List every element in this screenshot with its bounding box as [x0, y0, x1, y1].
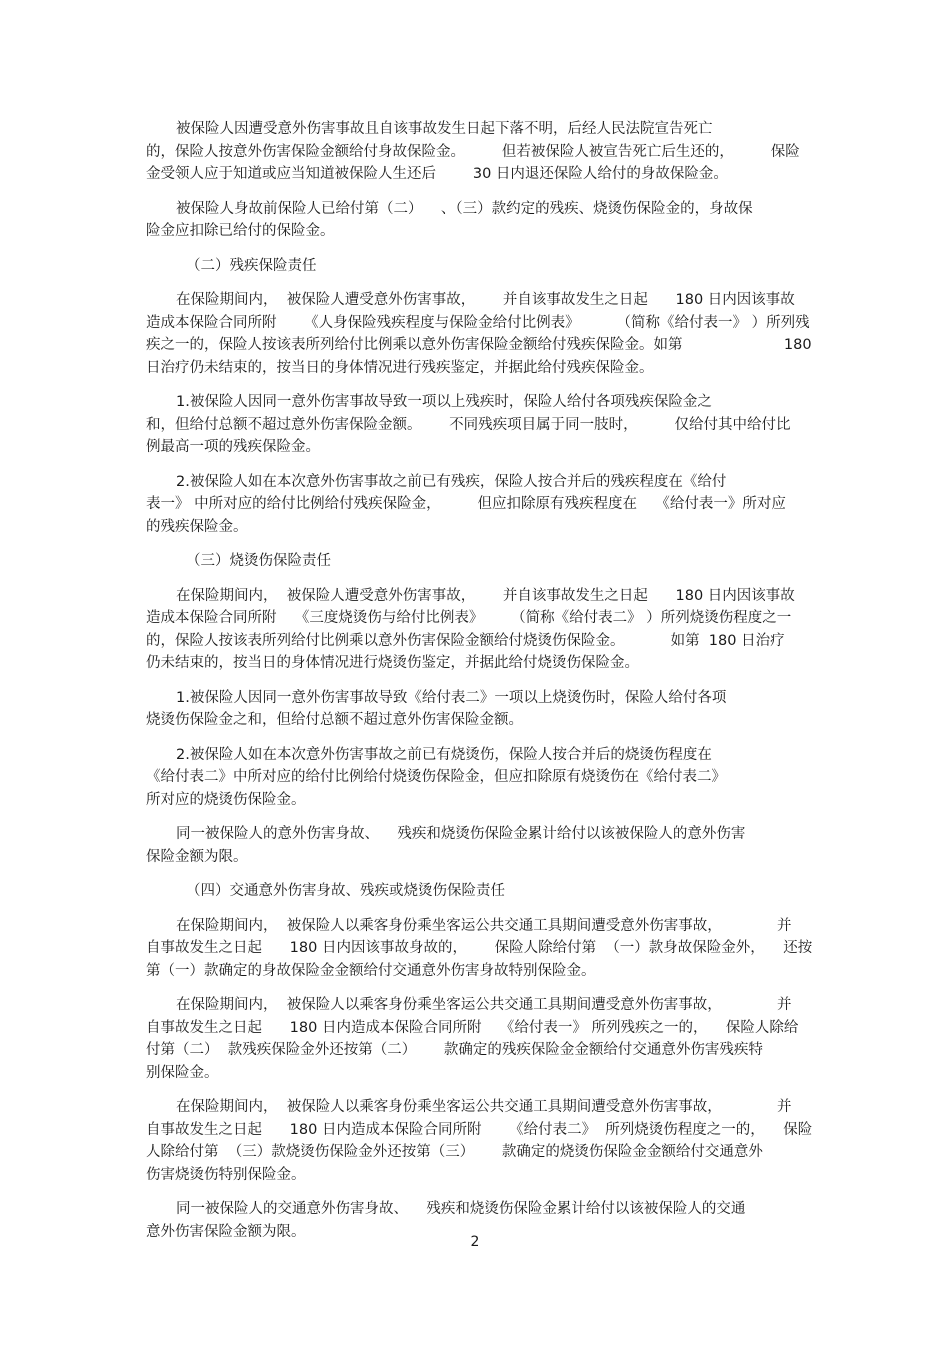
paragraph-line: 在保险期间内， 被保险人遭受意外伤害事故， 并自该事故发生之日起 180 日内因该事故	[176, 292, 795, 308]
paragraph-line: 1.被保险人因同一意外伤害事故导致一项以上残疾时，保险人给付各项残疾保险金之	[176, 394, 712, 410]
section-heading: （二）残疾保险责任	[186, 257, 317, 274]
paragraph-line: 表一》 中所对应的给付比例给付残疾保险金， 但应扣除原有残疾程度在 《给付表一》所对应	[146, 496, 786, 512]
document-body	[146, 118, 813, 1255]
paragraph-line: 险金应扣除已给付的保险金。	[146, 223, 335, 239]
paragraph-line: 在保险期间内， 被保险人以乘客身份乘坐客运公共交通工具期间遭受意外伤害事故， 并	[176, 997, 792, 1013]
paragraph-line: 的，保险人按意外伤害保险金额给付身故保险金。 但若被保险人被宣告死亡后生还的， 保险	[146, 143, 800, 160]
section-heading: （四）交通意外伤害身故、残疾或烧烫伤保险责任	[186, 883, 505, 899]
paragraph	[146, 744, 806, 812]
paragraph	[146, 1096, 813, 1186]
paragraph-line: 在保险期间内， 被保险人以乘客身份乘坐客运公共交通工具期间遭受意外伤害事故， 并	[176, 1099, 792, 1115]
paragraph	[146, 391, 806, 459]
paragraph	[146, 471, 806, 539]
paragraph-line: 人除给付第 （三）款烧烫伤保险金外还按第（三） 款确定的烧烫伤保险金金额给付交通意外	[146, 1144, 763, 1160]
paragraph-line: 在保险期间内， 被保险人遭受意外伤害事故， 并自该事故发生之日起 180 日内因该事故	[176, 587, 795, 604]
paragraph-line: 和，但给付总额不超过意外伤害保险金额。 不同残疾项目属于同一肢时， 仅给付其中给付比	[146, 416, 791, 433]
paragraph-line: 第（一）款确定的身故保险金金额给付交通意外伤害身故特别保险金。	[146, 962, 596, 979]
paragraph	[146, 585, 806, 675]
paragraph	[146, 198, 806, 243]
section-heading: （三）烧烫伤保险责任	[186, 553, 331, 569]
paragraph-line: 2.被保险人如在本次意外伤害事故之前已有残疾，保险人按合并后的残疾程度在《给付	[176, 473, 727, 490]
page-number: 2	[470, 1234, 480, 1250]
paragraph	[146, 915, 813, 983]
paragraph-line: 同一被保险人的交通意外伤害身故、 残疾和烧烫伤保险金累计给付以该被保险人的交通	[176, 1201, 746, 1217]
paragraph-line: 所对应的烧烫伤保险金。	[146, 791, 306, 808]
paragraph-line: 造成本保险合同所附 《人身保险残疾程度与保险金给付比例表》 （简称《给付表一》 ）所列残	[146, 314, 810, 331]
paragraph-line: 在保险期间内， 被保险人以乘客身份乘坐客运公共交通工具期间遭受意外伤害事故， 并	[176, 917, 792, 934]
paragraph-line: 造成本保险合同所附 《三度烧烫伤与给付比例表》 （简称《给付表二》 ）所列烧烫伤程度之一	[146, 610, 792, 626]
paragraph-line: 1.被保险人因同一意外伤害事故导致《给付表二》一项以上烧烫伤时，保险人给付各项	[176, 689, 727, 706]
paragraph-line: 仍未结束的，按当日的身体情况进行烧烫伤鉴定，并据此给付烧烫伤保险金。	[146, 655, 639, 671]
paragraph	[146, 289, 812, 379]
paragraph-line: 烧烫伤保险金之和，但给付总额不超过意外伤害保险金额。	[146, 712, 523, 728]
paragraph	[146, 687, 806, 732]
paragraph	[146, 994, 806, 1084]
paragraph-line: 被保险人因遭受意外伤害事故且自该事故发生日起下落不明，后经人民法院宣告死亡	[176, 121, 713, 137]
paragraph-line: 自事故发生之日起 180 日内造成本保险合同所附 《给付表一》 所列残疾之一的， 保险人除给	[146, 1019, 799, 1036]
paragraph-line: 的残疾保险金。	[146, 518, 248, 535]
paragraph-line: 被保险人身故前保险人已给付第（二） 、（三）款约定的残疾、烧烫伤保险金的，身故保	[176, 200, 753, 217]
paragraph	[146, 823, 806, 868]
paragraph-line: 意外伤害保险金额为限。	[146, 1223, 306, 1240]
paragraph-line: 金受领人应于知道或应当知道被保险人生还后 30 日内退还保险人给付的身故保险金。	[146, 166, 728, 182]
paragraph-line: 付第（二） 款残疾保险金外还按第（二） 款确定的残疾保险金金额给付交通意外伤害残疾特	[146, 1042, 763, 1058]
paragraph-line: 疾之一的，保险人按该表所列给付比例乘以意外伤害保险金额给付残疾保险金。如第 180	[146, 337, 812, 353]
paragraph-line: 2.被保险人如在本次意外伤害事故之前已有烧烫伤，保险人按合并后的烧烫伤程度在	[176, 746, 712, 763]
paragraph-line: 日治疗仍未结束的，按当日的身体情况进行残疾鉴定，并据此给付残疾保险金。	[146, 359, 654, 376]
paragraph-line: 的，保险人按该表所列给付比例乘以意外伤害保险金额给付烧烫伤保险金。 如第 180 日治疗	[146, 632, 785, 649]
paragraph-line: 《给付表二》中所对应的给付比例给付烧烫伤保险金，但应扣除原有烧烫伤在《给付表二》	[146, 769, 726, 785]
paragraph-line: 例最高一项的残疾保险金。	[146, 439, 320, 455]
paragraph-line: 别保险金。	[146, 1064, 219, 1081]
paragraph-line: 自事故发生之日起 180 日内造成本保险合同所附 《给付表二》 所列烧烫伤程度之一的， 保险	[146, 1121, 813, 1138]
paragraph	[146, 118, 806, 186]
paragraph-line: 自事故发生之日起 180 日内因该事故身故的， 保险人除给付第 （一）款身故保险金外， 还按	[146, 940, 813, 956]
paragraph-line: 同一被保险人的意外伤害身故、 残疾和烧烫伤保险金累计给付以该被保险人的意外伤害	[176, 826, 746, 842]
paragraph-line: 保险金额为限。	[146, 848, 248, 865]
paragraph-line: 伤害烧烫伤特别保险金。	[146, 1166, 306, 1183]
